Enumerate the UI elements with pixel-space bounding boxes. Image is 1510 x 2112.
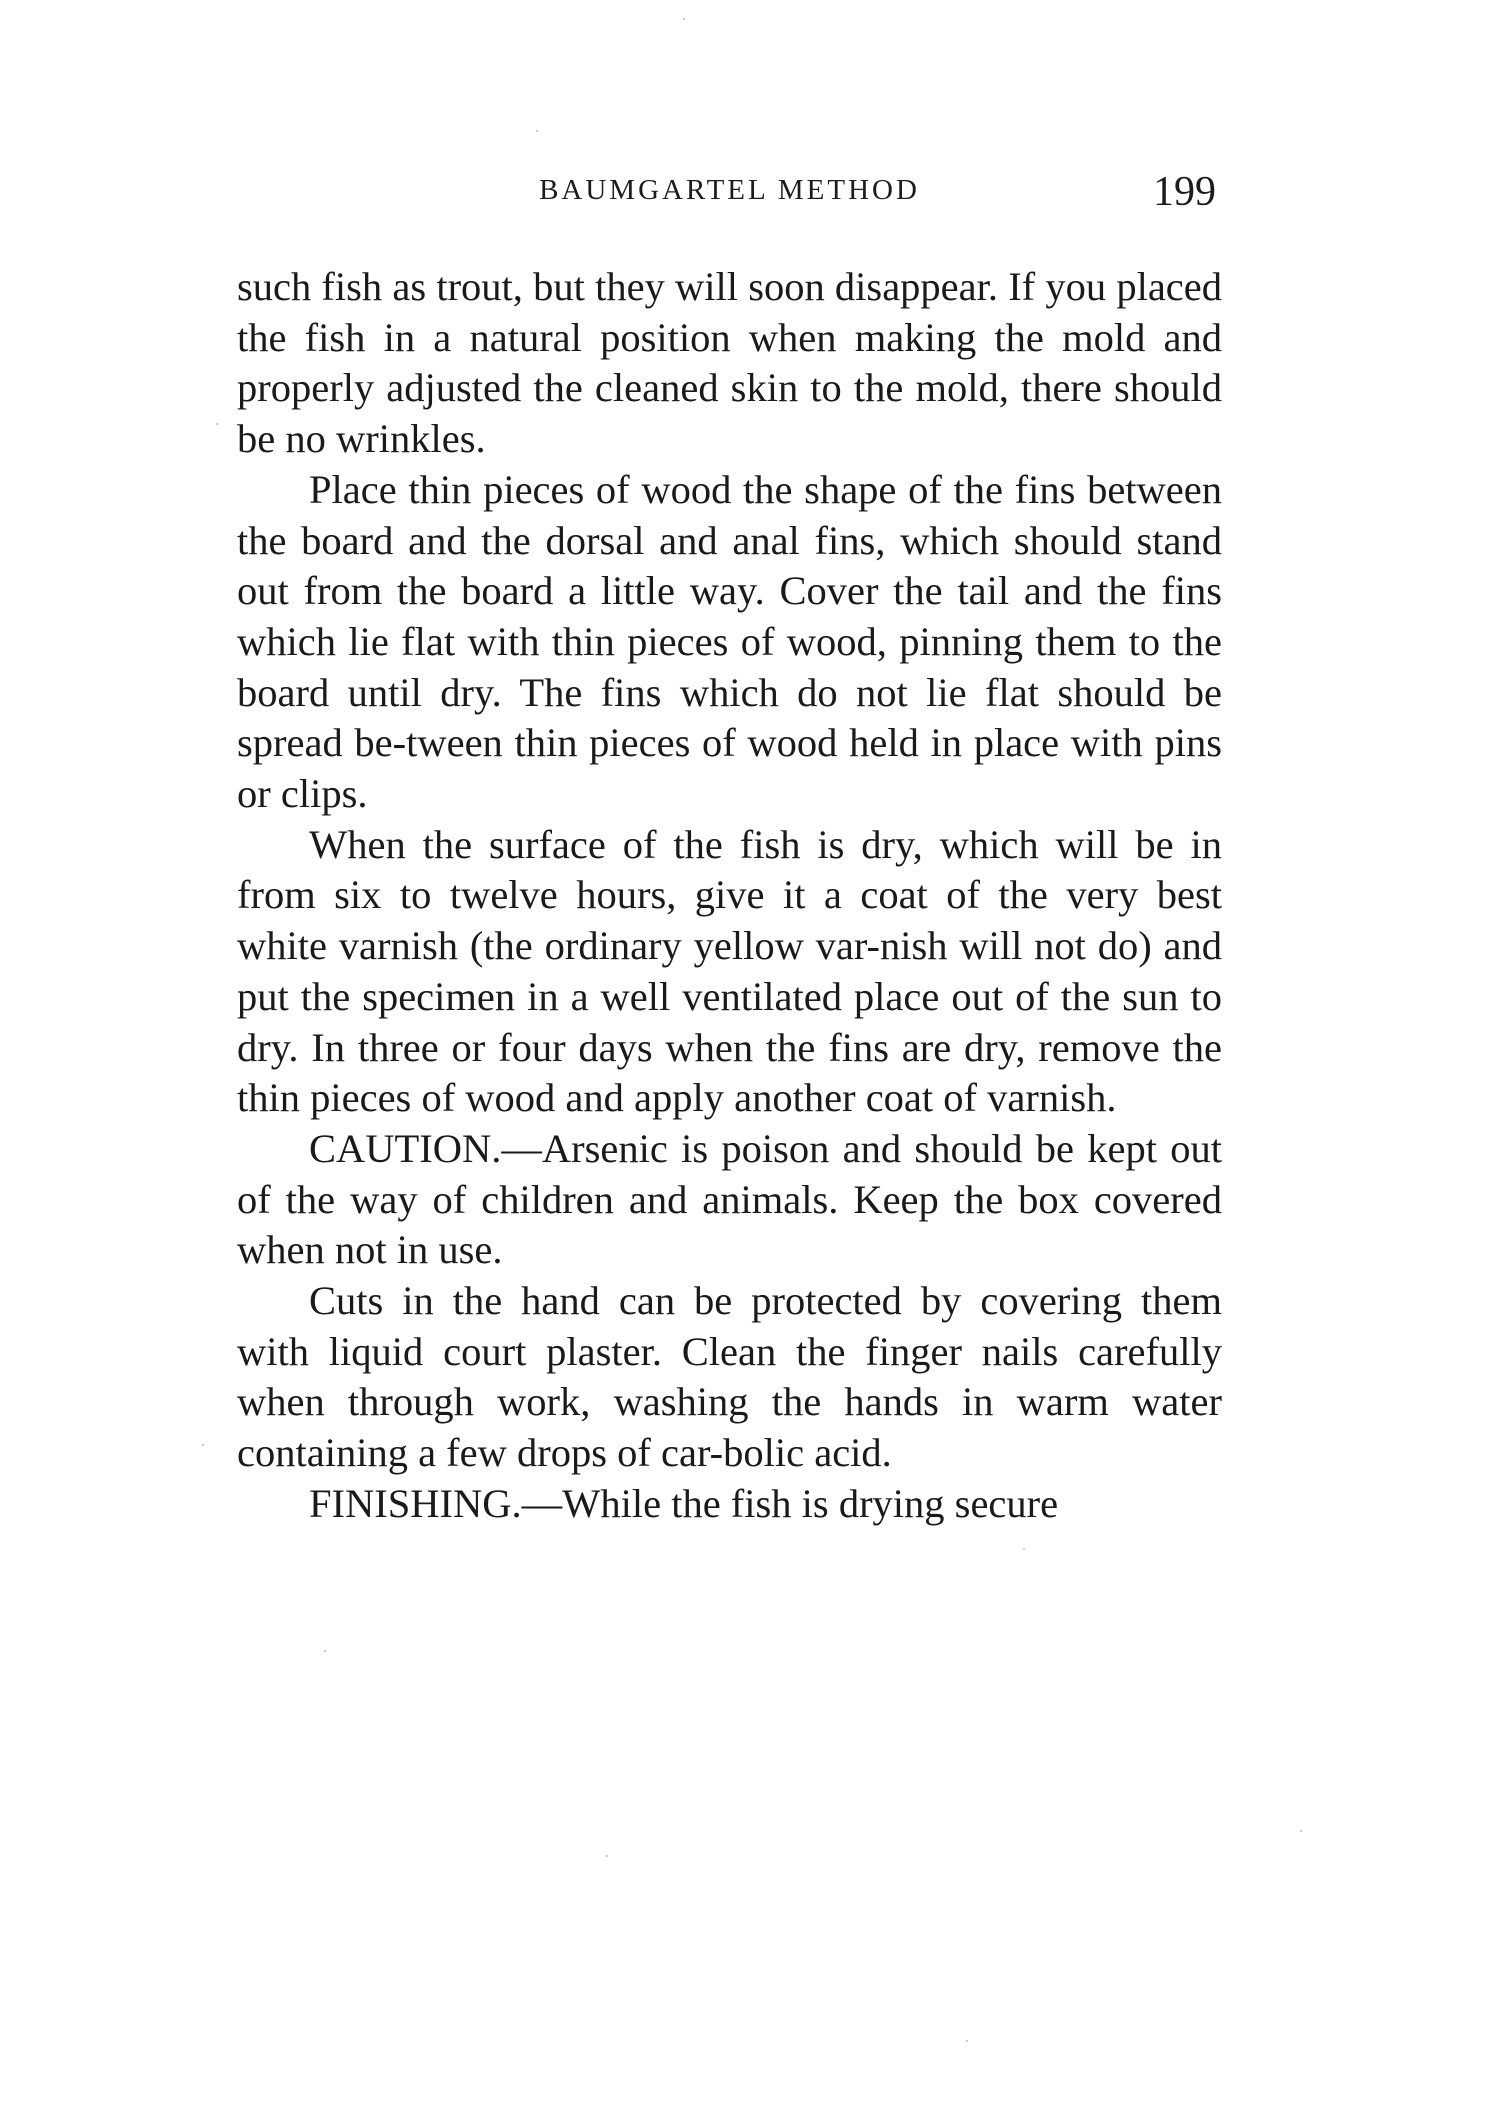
scan-speck — [536, 130, 538, 132]
scan-speck — [216, 423, 218, 425]
paragraph-fins: Place thin pieces of wood the shape of the fins between the board and the dorsal and anal fins, which should stand out from the board a little way. Cover the tail and the fins which lie flat with thin pieces of wood, pinning them to the board until dry. The fins which do not lie flat should be spread be-tween thin pieces of wood held in place with pins or clips. — [237, 466, 1222, 817]
paragraph-cuts: Cuts in the hand can be protected by covering them with liquid court plaster. Clean the finger nails carefully when through work, washing the hands in warm water containing a few drops of car-bolic acid. — [237, 1278, 1222, 1476]
paragraph-varnish: When the surface of the fish is dry, which will be in from six to twelve hours, give it a coat of the very best white varnish (the ordinary yellow var-nish will not do) and put the specimen in a well ventilated place out of the sun to dry. In three or four days when the fins are dry, remove the thin pieces of wood and apply another coat of varnish. — [237, 821, 1222, 1121]
scan-speck — [683, 18, 685, 20]
paragraph-continuation: such fish as trout, but they will soon disappear. If you placed the fish in a natural position when making the mold and properly adjusted the cleaned skin to the mold, there should be no wrinkles. — [237, 264, 1222, 462]
scan-speck — [606, 1855, 608, 1857]
running-title: BAUMGARTEL METHOD — [539, 174, 920, 206]
scan-speck — [1300, 1830, 1302, 1832]
scan-speck — [324, 1650, 326, 1652]
running-head — [237, 168, 1222, 228]
page-number: 199 — [1153, 169, 1216, 215]
scan-speck — [202, 1444, 204, 1446]
paragraph-finishing: FINISHING.—While the fish is drying secure — [309, 1480, 1059, 1526]
body-text — [237, 262, 1222, 1530]
scan-speck — [1023, 1548, 1025, 1550]
scan-speck — [966, 2040, 968, 2042]
paragraph-caution: CAUTION.—Arsenic is poison and should be kept out of the way of children and animals. Keep the box covered when not in use. — [237, 1125, 1222, 1273]
